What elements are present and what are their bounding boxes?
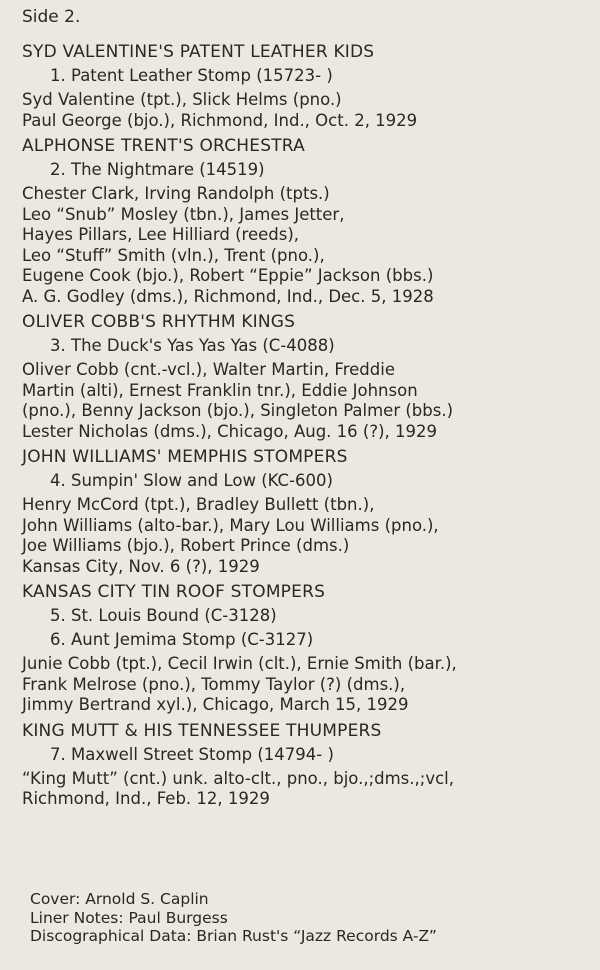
credit-line: A. G. Godley (dms.), Richmond, Ind., Dec. 5, 1928	[22, 286, 434, 306]
recording-block	[22, 580, 592, 716]
side-label: Side 2.	[22, 7, 81, 27]
personnel-credits	[22, 90, 592, 131]
track-title: 4. Sumpin' Slow and Low (KC-600)	[50, 471, 333, 490]
credit-line: (pno.), Benny Jackson (bjo.), Singleton Palmer (bbs.)	[22, 401, 454, 420]
footer-line: Liner Notes: Paul Burgess	[30, 908, 228, 927]
credit-line: Hayes Pillars, Lee Hilliard (reeds),	[22, 225, 300, 244]
track-title: 1. Patent Leather Stomp (15723- )	[50, 66, 333, 85]
credit-line: Paul George (bjo.), Richmond, Ind., Oct. 2, 1929	[22, 110, 418, 130]
credit-line: Leo “Snub” Mosley (tbn.), James Jetter,	[22, 204, 345, 224]
credits-footer	[30, 890, 437, 946]
personnel-credits	[22, 769, 592, 810]
credit-line: Leo “Stuff” Smith (vln.), Trent (pno.),	[22, 245, 325, 265]
credit-line: Eugene Cook (bjo.), Robert “Eppie” Jackson (bbs.)	[22, 266, 434, 285]
footer-line: Cover: Arnold S. Caplin	[30, 890, 209, 908]
footer-line: Discographical Data: Brian Rust's “Jazz Records A-Z”	[30, 927, 437, 945]
track-title: 5. St. Louis Bound (C-3128)	[50, 606, 277, 625]
band-heading: KING MUTT & HIS TENNESSEE THUMPERS	[22, 720, 382, 741]
band-heading: JOHN WILLIAMS' MEMPHIS STOMPERS	[22, 447, 348, 467]
credit-line: Frank Melrose (pno.), Tommy Taylor (?) (dms.),	[22, 674, 406, 694]
track-title: 7. Maxwell Street Stomp (14794- )	[50, 744, 334, 764]
band-heading: OLIVER COBB'S RHYTHM KINGS	[22, 312, 296, 332]
credit-line: Jimmy Bertrand xyl.), Chicago, March 15, 1929	[22, 695, 409, 714]
recording-list	[22, 40, 592, 813]
band-heading: KANSAS CITY TIN ROOF STOMPERS	[22, 582, 326, 602]
personnel-credits	[22, 654, 592, 716]
recording-block	[22, 40, 592, 131]
credit-line: “King Mutt” (cnt.) unk. alto-clt., pno., bjo.,;dms.,;vcl,	[22, 768, 454, 788]
credit-line: Junie Cobb (tpt.), Cecil Irwin (clt.), Ernie Smith (bar.),	[22, 654, 457, 673]
personnel-credits	[22, 184, 592, 307]
track-title: 6. Aunt Jemima Stomp (C-3127)	[50, 630, 314, 649]
credit-line: John Williams (alto-bar.), Mary Lou Williams (pno.),	[22, 515, 439, 535]
track-title: 3. The Duck's Yas Yas Yas (C-4088)	[50, 336, 335, 355]
recording-block	[22, 445, 592, 577]
credit-line: Richmond, Ind., Feb. 12, 1929	[22, 789, 270, 808]
credit-line: Henry McCord (tpt.), Bradley Bullett (tbn.),	[22, 495, 375, 514]
credit-line: Martin (alti), Ernest Franklin tnr.), Eddie Johnson	[22, 380, 418, 400]
credit-line: Chester Clark, Irving Randolph (tpts.)	[22, 184, 330, 203]
personnel-credits	[22, 360, 592, 442]
credit-line: Oliver Cobb (cnt.-vcl.), Walter Martin, Freddie	[22, 360, 395, 379]
credit-line: Joe Williams (bjo.), Robert Prince (dms.)	[22, 536, 350, 555]
credit-line: Syd Valentine (tpt.), Slick Helms (pno.)	[22, 90, 342, 109]
recording-block	[22, 134, 592, 307]
recording-block	[22, 310, 592, 442]
band-heading: ALPHONSE TRENT'S ORCHESTRA	[22, 136, 305, 156]
track-title: 2. The Nightmare (14519)	[50, 160, 265, 179]
personnel-credits	[22, 495, 592, 577]
recording-block	[22, 719, 592, 810]
band-heading: SYD VALENTINE'S PATENT LEATHER KIDS	[22, 42, 375, 62]
credit-line: Kansas City, Nov. 6 (?), 1929	[22, 556, 260, 576]
credit-line: Lester Nicholas (dms.), Chicago, Aug. 16 (?), 1929	[22, 421, 438, 441]
